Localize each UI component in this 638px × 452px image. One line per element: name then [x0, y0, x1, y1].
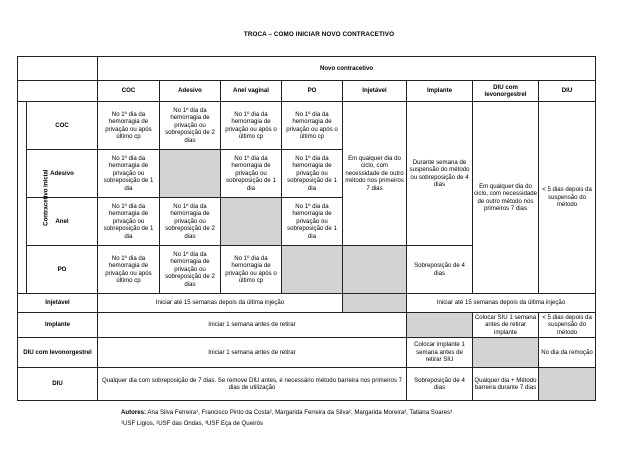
col-header-injetavel: Injetável: [343, 81, 407, 102]
cell-adesivo-po: No 1º dia da hemorragia de privação ou sobreposição de 1 dia: [282, 150, 343, 198]
shaded-cell: [343, 294, 407, 313]
cell-coc-po: No 1º dia da hemorragia de privação ou após o último cp: [282, 102, 343, 150]
cell-po-implante: Sobreposição de 4 dias: [407, 246, 473, 294]
cell-coc-coc: No 1º dia da hemorragia de privação ou após último cp: [98, 102, 160, 150]
cell-adesivo-anel: No 1º dia da hemorragia de privação ou sobreposição de 1 dia: [221, 150, 282, 198]
row-header-injetavel: Injetável: [18, 294, 98, 313]
shaded-cell: [221, 198, 282, 246]
shaded-cell: [539, 368, 596, 401]
page-title: TROCA – COMO INICIAR NOVO CONTRACETIVO: [243, 31, 395, 38]
authors-text: Ana Silva Ferreira¹, Francisco Pinto da Costa², Margarida Ferreira da Silva², Margarida Moreira², Tatiana Soares³: [147, 409, 453, 416]
cell-diu-lng-main: Iniciar 1 semana antes de retirar: [98, 338, 407, 368]
corner-cell: [18, 57, 98, 81]
cell-coc-anel: No 1º dia da hemorragia de privação ou após o último cp: [221, 102, 282, 150]
cell-po-anel: No 1º dia da hemorragia de privação ou após o último cp: [221, 246, 282, 294]
row-header-coc: COC: [27, 102, 98, 150]
cell-diu-column: < 5 dias depois da suspensão do método: [539, 102, 596, 294]
contraceptive-switch-table: [17, 56, 596, 401]
col-header-po: PO: [282, 81, 343, 102]
row-header-implante: Implante: [18, 313, 98, 338]
row-header-diu: DIU: [18, 368, 98, 401]
row-header-diu-lng: DIU com levonorgestrel: [18, 338, 98, 368]
shaded-cell: [282, 246, 343, 294]
cell-diu-lng-diu: No dia da remoção: [539, 338, 596, 368]
cell-diu-diu-lng: Qualquer dia + Método barreira durante 7 dias: [473, 368, 539, 401]
row-header-anel: Anel: [27, 198, 98, 246]
cell-injetavel-column: Em qualquer dia do ciclo, com necessidade de outro método nos primeiros 7 dias: [343, 102, 407, 246]
shaded-cell: [343, 246, 407, 294]
corner-cell: [18, 81, 98, 102]
cell-injetavel-left: Iniciar até 15 semanas depois da última injeção: [98, 294, 343, 313]
row-header-po: PO: [27, 246, 98, 294]
col-header-adesivo: Adesivo: [160, 81, 221, 102]
cell-anel-po: No 1º dia da hemorragia de privação ou sobreposição de 1 dia: [282, 198, 343, 246]
col-header-anel-vaginal: Anel vaginal: [221, 81, 282, 102]
row-group-label: Contracetivo inicial: [18, 102, 27, 294]
cell-diu-main: Qualquer dia com sobreposição de 7 dias. Se remove DIU antes, é necessário método barreira nos primeiros 7 dias de utilização: [98, 368, 407, 401]
cell-implante-main: Iniciar 1 semana antes de retirar: [98, 313, 407, 338]
cell-adesivo-coc: No 1º dia da hemorragia de privação ou sobreposição de 1 dia: [98, 150, 160, 198]
col-header-implante: Implante: [407, 81, 473, 102]
affiliations-line: ¹USF Ligios, ²USF das Ondas, ³USF Eça de Queirós: [121, 420, 263, 427]
new-contraceptive-header: Novo contracetivo: [98, 57, 596, 81]
cell-coc-adesivo: No 1º dia da hemorragia de privação ou sobreposição de 2 dias: [160, 102, 221, 150]
authors-label: Autores:: [121, 409, 147, 416]
cell-injetavel-right: Iniciar até 15 semanas depois da última injeção: [407, 294, 596, 313]
shaded-cell: [407, 313, 473, 338]
cell-implante-diu-lng: Colocar SIU 1 semana antes de retirar implante: [473, 313, 539, 338]
cell-po-adesivo: No 1º dia da hemorragia de privação ou sobreposição de 2 dias: [160, 246, 221, 294]
col-header-coc: COC: [98, 81, 160, 102]
shaded-cell: [160, 150, 221, 198]
cell-implante-column: Durante semana de suspensão do método ou sobreposição de 4 dias: [407, 102, 473, 246]
col-header-diu-lng: DIU com levonorgestrel: [473, 81, 539, 102]
credits: [121, 407, 452, 429]
shaded-cell: [473, 338, 539, 368]
authors-line: [121, 407, 452, 418]
cell-implante-diu: < 5 dias depois da suspensão do método: [539, 313, 596, 338]
cell-anel-coc: No 1º dia da hemorragia de privação ou sobreposição de 1 dia: [98, 198, 160, 246]
cell-diu-lng-implante: Colocar implante 1 semana antes de retirar SIU: [407, 338, 473, 368]
row-header-adesivo: Adesivo: [27, 150, 98, 198]
col-header-diu: DIU: [539, 81, 596, 102]
cell-anel-adesivo: No 1º dia da hemorragia de privação ou sobreposição de 2 dias: [160, 198, 221, 246]
cell-diu-lng-column: Em qualquer dia do ciclo, com necessidade de outro método nos primeiros 7 dias: [473, 102, 539, 294]
cell-po-coc: No 1º dia da hemorragia de privação ou após último cp: [98, 246, 160, 294]
cell-diu-implante: Sobreposição de 4 dias: [407, 368, 473, 401]
